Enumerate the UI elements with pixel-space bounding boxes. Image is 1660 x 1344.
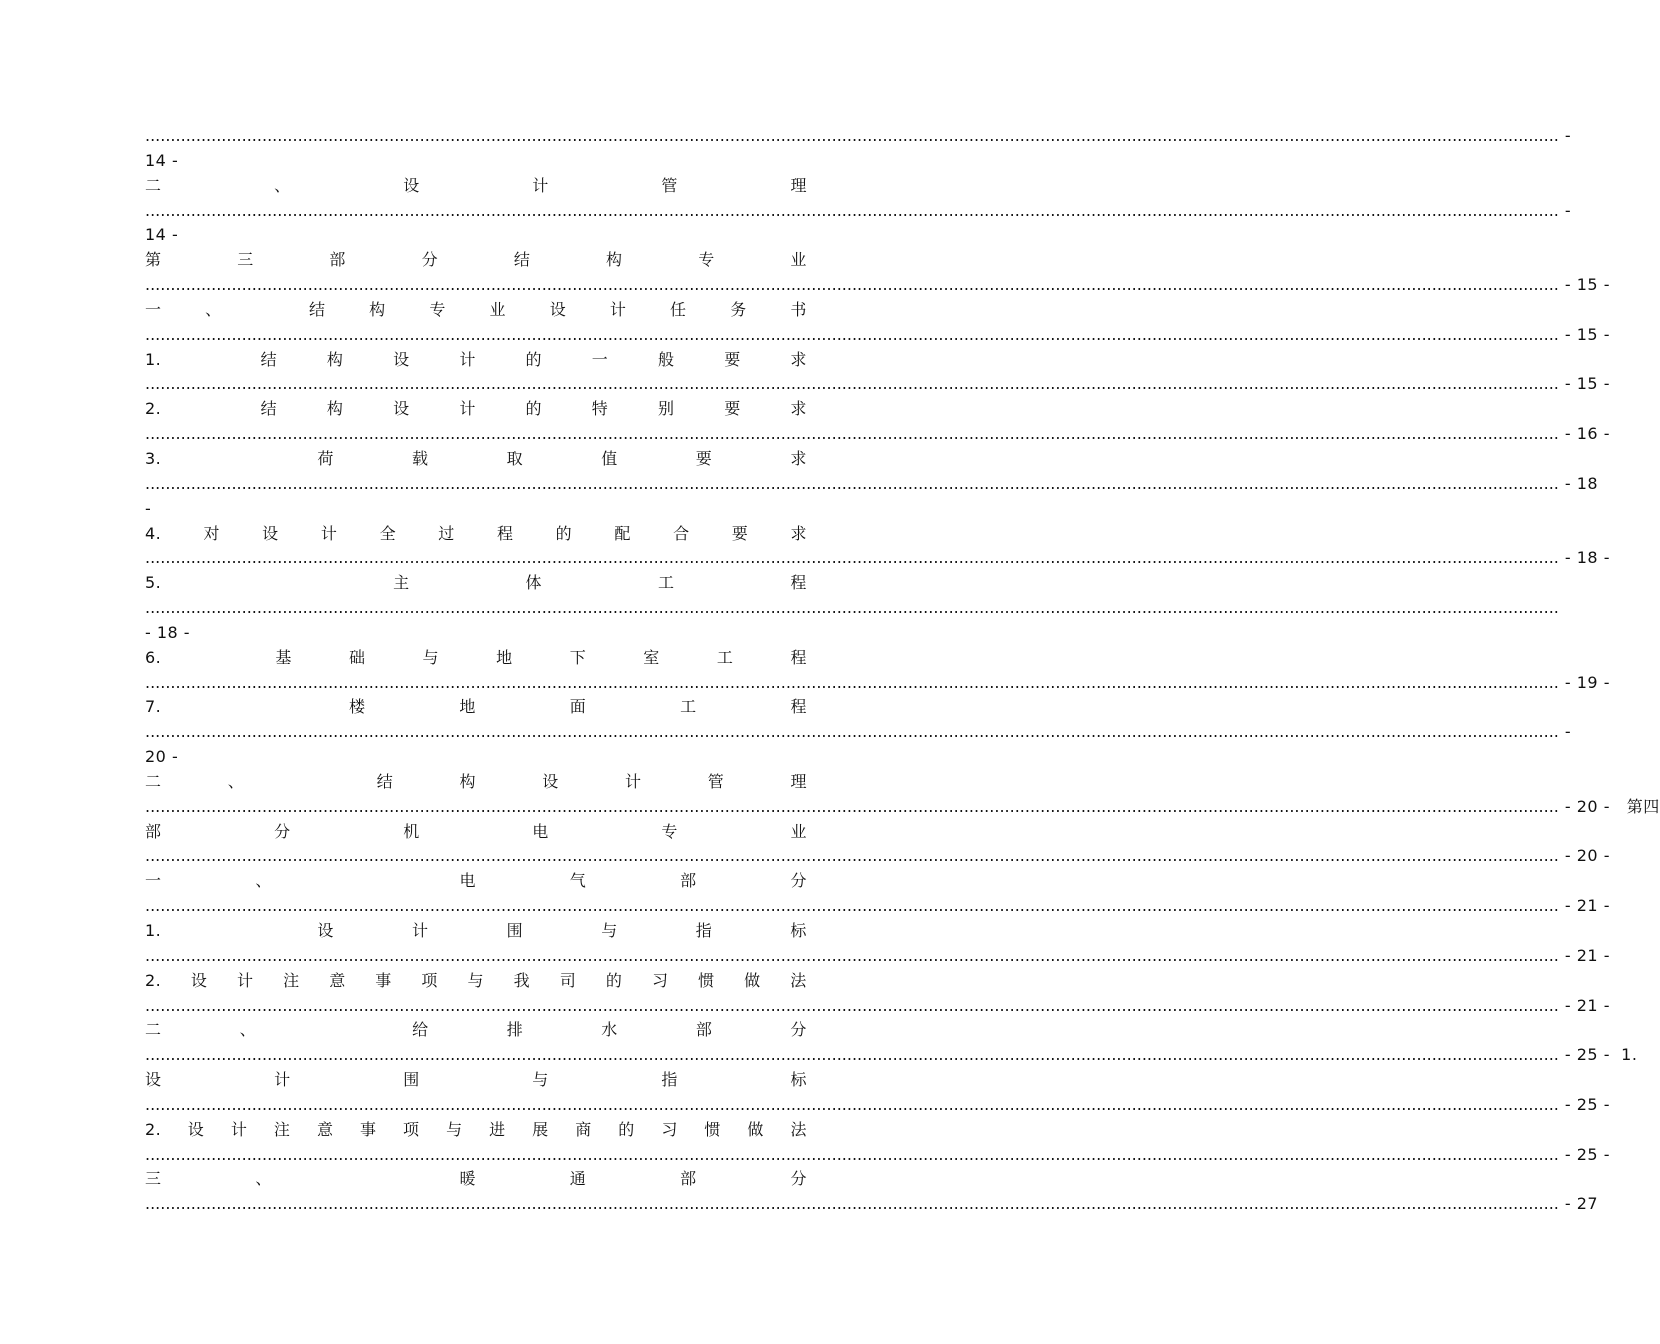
toc-heading-char: 要 [724,399,741,419]
toc-heading-char: 二 [145,1020,162,1040]
toc-wrap-line: - [145,498,152,518]
toc-heading-char: 设 [542,771,559,791]
toc-heading-line [145,298,807,323]
dot-leader [145,422,1559,447]
toc-heading-char: 分 [421,250,439,270]
dot-leader [145,671,1559,696]
toc-leader-line [145,422,1610,447]
toc-heading-char: 4. [145,523,162,543]
toc-heading-char: 设 [317,921,334,940]
toc-page-ref: - 15 - [1564,374,1610,394]
toc-heading-char: 项 [421,970,438,990]
toc-heading-char: 结 [513,250,531,270]
toc-heading-char: 主 [393,573,410,593]
toc-heading-char: 1. [145,921,162,940]
toc-heading-char: 要 [731,523,749,543]
toc-page-ref: - 25 - [1564,1094,1610,1114]
toc-heading-char: 管 [661,175,678,195]
toc-heading-char: 与 [422,647,440,667]
toc-heading-char: 5. [145,573,162,593]
toc-heading-char: 二 [145,175,162,195]
toc-heading-char: 2. [145,1119,162,1139]
toc-page-ref: - [1564,126,1572,145]
toc-heading-char: 分 [790,871,807,891]
toc-leader-line [145,994,1610,1019]
toc-heading-char: 6. [145,647,162,667]
toc-heading-char: 习 [651,970,669,990]
toc-heading-char: 结 [376,771,394,791]
toc-heading-char: 注 [283,970,300,990]
toc-heading-char: 设 [145,1070,162,1090]
dot-leader [145,1043,1559,1068]
toc-heading-line [145,1018,807,1043]
toc-heading-char: 二 [145,771,162,791]
toc-heading-char: 与 [601,921,618,940]
dot-leader [145,944,1559,969]
toc-heading-line [145,522,807,547]
toc-heading-char: 对 [203,523,220,543]
toc-heading-char: 标 [790,921,807,940]
toc-heading-char: 管 [707,771,725,791]
toc-heading-char: 通 [569,1169,587,1189]
toc-heading-char: 展 [532,1119,549,1139]
toc-heading-char: 部 [145,821,162,841]
toc-leader-line [145,1093,1610,1118]
dot-leader [145,844,1559,869]
toc-heading-char: 下 [569,647,587,667]
toc-heading-char: 给 [412,1020,429,1040]
toc-heading-char: 与 [446,1119,463,1139]
toc-heading-char: 程 [790,697,807,717]
toc-heading-char: 计 [624,771,642,791]
toc-heading-char: 指 [661,1070,678,1090]
toc-heading-char: 一 [145,871,162,891]
toc-heading-char: 与 [532,1070,549,1090]
toc-heading-char: 部 [329,250,346,270]
toc-heading-char: 基 [275,647,292,667]
toc-heading-line [145,174,807,199]
toc-heading-char: 法 [790,1119,807,1139]
toc-heading-char: 的 [555,523,573,543]
toc-heading-char: 水 [601,1020,618,1040]
toc-heading-char: 电 [532,821,549,841]
toc-heading-char: 结 [260,399,278,419]
toc-page-ref: - [1564,722,1572,742]
toc-heading-char: 暖 [459,1169,476,1189]
toc-heading-char: 构 [369,299,386,319]
toc-heading-char: 楼 [348,697,366,717]
toc-heading-char: 进 [489,1119,506,1139]
toc-page-ref: - 16 - [1564,424,1610,444]
toc-heading-char: 、 [274,175,291,195]
toc-heading-char: 设 [190,970,208,990]
toc-heading-char: 、 [239,1020,257,1040]
toc-heading-line [145,869,807,894]
dot-leader [145,472,1559,497]
toc-leader-line [145,546,1610,571]
toc-heading-char: 围 [403,1070,420,1090]
toc-heading-char: 设 [393,349,410,369]
dot-leader [145,720,1559,745]
toc-leader-line [145,944,1610,969]
toc-heading-char: 排 [506,1020,524,1040]
toc-page-ref: - 20 - [1564,846,1610,866]
toc-heading-char: 业 [790,821,807,841]
toc-heading-char: 3. [145,448,162,468]
toc-heading-char: 三 [145,1169,162,1189]
dot-leader [145,323,1559,348]
toc-heading-char: 、 [205,299,222,319]
toc-heading-line [145,1068,807,1093]
toc-heading-char: 室 [643,647,660,667]
toc-heading-char: 工 [657,573,675,593]
dot-leader [145,795,1559,820]
toc-heading-char: 工 [680,697,697,717]
toc-heading-char: 求 [790,349,807,369]
toc-heading-char: 、 [255,871,272,891]
toc-leader-line [145,1143,1610,1168]
toc-heading-line [145,571,807,596]
toc-heading-line [145,248,807,273]
toc-heading-char: 业 [790,250,807,270]
toc-heading-line [145,348,807,373]
toc-heading-char: 值 [601,448,618,468]
toc-heading-char: 结 [260,349,278,369]
toc-heading-line [145,1118,807,1143]
toc-heading-line [145,397,807,422]
toc-wrap-line: 14 - [145,150,179,170]
dot-leader [145,124,1559,149]
toc-heading-char: 配 [614,523,631,543]
toc-wrap-line: 14 - [145,225,179,245]
toc-heading-char: 的 [605,970,623,990]
toc-heading-char: 部 [695,1020,713,1040]
toc-heading-char: 构 [459,771,476,791]
toc-page-ref: - 21 - [1564,945,1610,965]
toc-heading-char: 设 [403,175,420,195]
toc-heading-char: 指 [695,921,713,940]
toc-heading-char: 求 [790,448,807,468]
toc-page-ref: - 21 - [1564,896,1610,916]
toc-heading-char: 1. [145,349,162,369]
toc-leader-line [145,124,1572,149]
toc-page-ref: - 25 - [1564,1144,1610,1164]
toc-heading-char: 结 [309,299,326,319]
toc-heading-line [145,646,807,671]
toc-heading-char: 般 [657,349,675,369]
toc-heading-line [145,447,807,472]
toc-heading-char: 求 [790,399,807,419]
toc-page-ref: - 27 [1564,1194,1599,1214]
toc-heading-char: 全 [379,523,397,543]
toc-page-ref: - 15 - [1564,324,1610,344]
toc-heading-char: 设 [393,399,410,419]
toc-leader-line [145,795,1660,820]
toc-heading-char: 部 [680,871,697,891]
toc-heading-char: 专 [661,821,678,841]
toc-heading-char: 业 [489,299,507,319]
toc-page-ref: - 20 - 第四 [1564,796,1660,816]
toc-heading-char: 的 [618,1119,635,1139]
toc-heading-char: 要 [724,349,741,369]
dot-leader [145,1143,1559,1168]
toc-heading-char: 构 [606,250,623,270]
toc-heading-char: 过 [438,523,455,543]
toc-heading-char: 设 [262,523,279,543]
dot-leader [145,1192,1559,1217]
toc-heading-char: 面 [569,697,587,717]
toc-heading-char: 项 [403,1119,420,1139]
toc-heading-char: 程 [496,523,514,543]
toc-leader-line [145,323,1610,348]
toc-heading-char: 一 [145,299,162,319]
toc-heading-char: 事 [375,970,392,990]
dot-leader [145,199,1559,224]
toc-leader-line [145,199,1572,224]
toc-heading-char: 与 [467,970,485,990]
toc-heading-line [145,695,807,720]
toc-leader-line [145,844,1610,869]
toc-heading-char: 理 [790,175,807,195]
toc-heading-char: 围 [506,921,524,940]
dot-leader [145,546,1559,571]
toc-heading-char: 工 [716,647,734,667]
toc-heading-char: 分 [790,1020,807,1040]
toc-heading-char: 商 [575,1119,592,1139]
toc-heading-char: 计 [459,349,476,369]
toc-heading-line [145,1167,807,1192]
dot-leader [145,372,1559,397]
toc-heading-char: 计 [459,399,476,419]
toc-heading-line [145,820,807,845]
toc-heading-char: 分 [274,821,291,841]
toc-heading-char: 、 [255,1169,272,1189]
toc-heading-char: 载 [412,448,429,468]
toc-heading-char: 的 [525,349,543,369]
toc-heading-char: 意 [329,970,346,990]
toc-heading-char: 注 [273,1119,291,1139]
toc-heading-line [145,969,807,994]
toc-heading-char: 构 [326,349,344,369]
toc-heading-char: 事 [359,1119,377,1139]
toc-heading-char: 电 [459,871,476,891]
toc-page-ref: - 15 - [1564,275,1610,295]
toc-heading-char: 2. [145,399,162,419]
toc-heading-char: 一 [591,349,609,369]
dot-leader [145,596,1559,621]
toc-heading-char: 计 [609,299,627,319]
toc-heading-char: 分 [790,1169,807,1189]
toc-heading-char: 地 [496,647,513,667]
toc-leader-line [145,1043,1638,1068]
toc-heading-char: 部 [680,1169,697,1189]
toc-heading-char: 设 [549,299,567,319]
toc-heading-char: 标 [790,1070,807,1090]
toc-leader-line [145,720,1572,745]
dot-leader [145,1093,1559,1118]
toc-heading-char: 程 [790,573,807,593]
table-of-contents [145,124,1660,1217]
toc-page-ref: - 25 - 1. [1564,1045,1638,1065]
toc-leader-line [145,671,1610,696]
toc-leader-line [145,596,807,621]
toc-page-ref: - 18 - [1564,548,1610,568]
toc-heading-char: 惯 [698,970,715,990]
toc-heading-line [145,919,807,944]
toc-heading-char: 我 [513,970,531,990]
toc-heading-char: 求 [790,523,807,543]
toc-heading-char: 做 [747,1119,764,1139]
toc-heading-char: 构 [326,399,344,419]
toc-heading-char: 别 [657,399,675,419]
toc-page-ref: - 18 [1564,473,1599,493]
toc-heading-char: 计 [274,1070,291,1090]
toc-heading-char: 特 [591,399,609,419]
toc-heading-char: 计 [230,1119,248,1139]
toc-heading-char: 气 [569,871,587,891]
toc-heading-char: 机 [403,821,420,841]
toc-heading-char: 习 [661,1119,678,1139]
toc-heading-char: 司 [559,970,577,990]
dot-leader [145,273,1559,298]
toc-page-ref: - 21 - [1564,995,1610,1015]
toc-heading-char: 的 [525,399,543,419]
toc-heading-char: 计 [532,175,549,195]
toc-heading-char: 书 [790,299,807,319]
toc-heading-char: 程 [790,647,807,667]
toc-leader-line [145,273,1610,298]
toc-wrap-line: - 18 - [145,622,191,642]
toc-heading-char: 合 [673,523,690,543]
toc-heading-char: 要 [695,448,713,468]
toc-heading-char: 务 [730,299,747,319]
toc-heading-char: 础 [348,647,366,667]
toc-heading-char: 计 [412,921,429,940]
toc-heading-char: 体 [525,573,543,593]
toc-page-ref: - 19 - [1564,672,1610,692]
toc-heading-line [145,770,807,795]
toc-heading-char: 荷 [317,448,334,468]
toc-heading-char: 三 [237,250,254,270]
toc-heading-char: 任 [670,299,687,319]
toc-heading-char: 做 [744,970,761,990]
toc-heading-char: 取 [506,448,524,468]
toc-heading-char: 计 [320,523,338,543]
dot-leader [145,994,1559,1019]
toc-heading-char: 设 [187,1119,205,1139]
toc-leader-line [145,1192,1599,1217]
toc-leader-line [145,372,1610,397]
toc-wrap-line: 20 - [145,747,179,767]
toc-heading-char: 专 [429,299,446,319]
toc-heading-char: 计 [236,970,254,990]
toc-heading-char: 意 [316,1119,334,1139]
toc-heading-char: 地 [459,697,476,717]
toc-leader-line [145,894,1610,919]
toc-heading-char: 2. [145,970,162,990]
toc-heading-char: 专 [698,250,715,270]
toc-heading-char: 法 [790,970,807,990]
toc-heading-char: 惯 [704,1119,721,1139]
dot-leader [145,894,1559,919]
toc-heading-char: 7. [145,697,162,717]
toc-page-ref: - [1564,200,1572,220]
toc-heading-char: 第 [145,250,162,270]
toc-leader-line [145,472,1599,497]
toc-heading-char: 、 [227,771,245,791]
toc-heading-char: 理 [790,771,807,791]
